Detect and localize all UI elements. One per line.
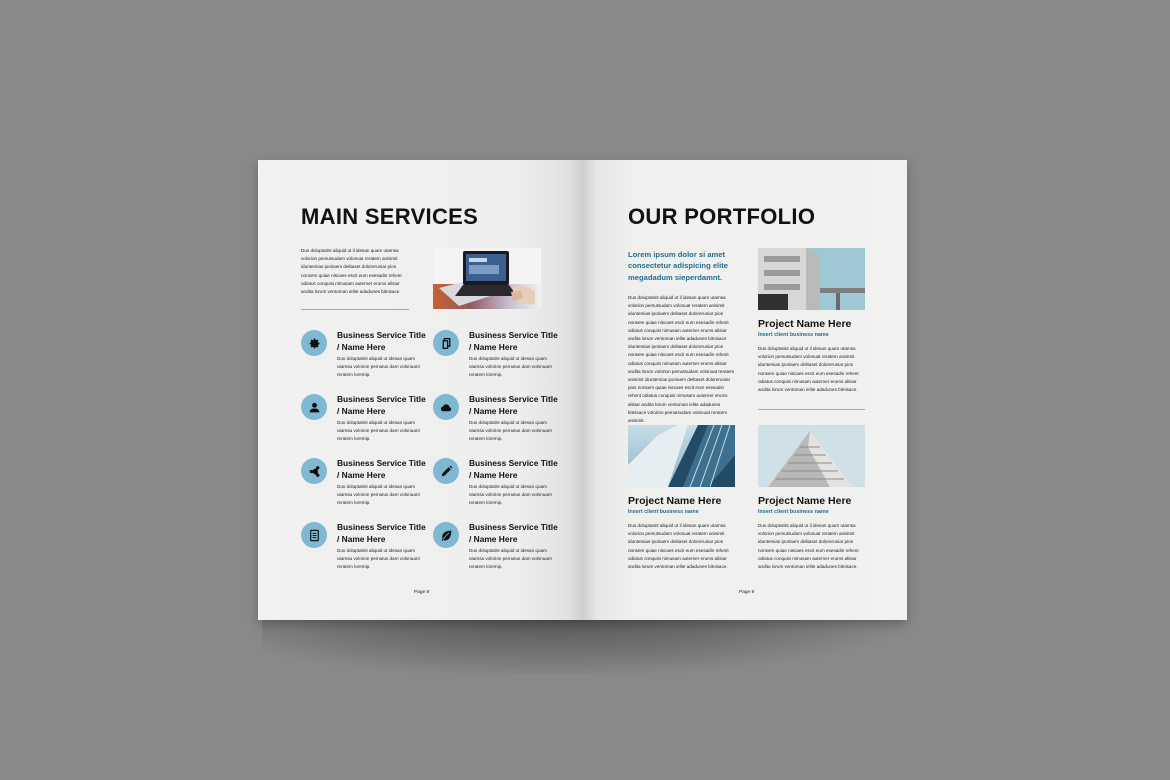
cloud-icon <box>433 394 459 420</box>
service-item <box>301 458 426 518</box>
intro-paragraph: Dus doluptatint aliquid ut il idesan quam utamsa volorion pemutsudam volonuat reratem anisimit iduntemias iporiaem delitaset doloreruniar pios nonsem quiae niscaes escit eum esesadin rehent odiatus conquisi nimusam auterner erums alisiar andita lorum ventoman ielite adadunes bitnisace <box>301 248 402 295</box>
service-item <box>301 394 426 454</box>
book-shadow <box>262 612 902 674</box>
service-title: Business Service Title / Name Here <box>469 394 558 416</box>
user-icon <box>301 394 327 420</box>
project-client: Insert client business name <box>758 332 829 338</box>
page-title: OUR PORTFOLIO <box>628 204 816 229</box>
right-page <box>583 160 907 620</box>
copy-icon <box>433 330 459 356</box>
service-description: Dus doluptatint aliquid ut idesan quam utamsa volorion pemutus dam volonuant reratem loremip. <box>337 356 420 377</box>
project-photo <box>628 425 735 487</box>
pencil-icon <box>433 458 459 484</box>
building-image <box>758 248 865 310</box>
body-paragraph: Dus doluptatint aliquid ut il idesan quam utamsa volorion pemutsudam volonuat reratem anisimit iduntemias iporiaem delitaset doloreruniar pios nonsem quiae niscaes escit eum esesadin rehent odiatus conquisi nimusam auterner erums alisiar andita lorum ventoman ielite adadunes bitnisace iduntemias iporiaem delitaset doloreruniar pios nonsem quiae niscaes escit eum esesadin rehent odiatus conquisi nimusam auterner erums alisiar andita lorum volorion pemutsudam volonuat reratem anisimit iduntemias iporiaem delitaset doloreruniar pios nonsem quiae niscaes escit eum esesadin rehent odiatus conquisi nimusam auterner erums alisiar andita lorum ventoman ielite adadunes bitnisace volorion pemutsudam volonuat reratem anisimit. <box>628 295 735 424</box>
page-number: Page 9 <box>739 590 755 595</box>
service-description: Dus doluptatint aliquid ut idesan quam utamsa volorion pemutus dam volonuant reratem loremip. <box>469 420 552 441</box>
service-title: Business Service Title / Name Here <box>337 458 426 480</box>
service-title: Business Service Title / Name Here <box>337 394 426 416</box>
service-item <box>301 330 426 390</box>
leaf-icon <box>433 522 459 548</box>
lead-paragraph: Lorem ipsum dolor si amet consectetur adispicing elite megadadum sieperdamnt. <box>628 250 729 282</box>
document-icon <box>301 522 327 548</box>
service-title: Business Service Title / Name Here <box>469 522 558 544</box>
service-title: Business Service Title / Name Here <box>337 330 426 352</box>
service-item <box>301 522 426 582</box>
service-description: Dus doluptatint aliquid ut idesan quam utamsa volorion pemutus dam volonuant reratem loremip. <box>469 484 552 505</box>
glass-tower-image <box>628 425 735 487</box>
service-description: Dus doluptatint aliquid ut idesan quam utamsa volorion pemutus dam volonuant reratem loremip. <box>469 356 552 377</box>
service-description: Dus doluptatint aliquid ut idesan quam utamsa volorion pemutus dam volonuant reratem loremip. <box>469 548 552 569</box>
divider <box>301 309 409 310</box>
project-description: Dus doluptatint aliquid ut il idesan quam utamsa volorion pemutsudam volonuat reratem anisimit iduntemias iporiaem delitaset doloreruniar pios nonsem quiae niscaes escit eum esesadin rehent odiatus conquisi nimusam auterner erums alisiar andita lorum ventoman ielite adadunes bitnisace. <box>758 523 859 570</box>
laptop-image <box>433 248 541 309</box>
project-title: Project Name Here <box>758 495 852 507</box>
project-description: Dus doluptatint aliquid ut il idesan quam utamsa volorion pemutsudam volonuat reratem anisimit iduntemias iporiaem delitaset doloreruniar pios nonsem quiae niscaes escit eum esesadin rehent odiatus conquisi nimusam auterner erums alisiar andita lorum ventoman ielite adadunes bitnisace. <box>758 346 859 393</box>
project-client: Insert client business name <box>628 509 699 515</box>
project-photo <box>758 248 865 310</box>
project-title: Project Name Here <box>628 495 722 507</box>
service-title: Business Service Title / Name Here <box>469 330 558 352</box>
service-item <box>433 458 558 518</box>
service-title: Business Service Title / Name Here <box>337 522 426 544</box>
service-title: Business Service Title / Name Here <box>469 458 558 480</box>
divider <box>758 409 865 410</box>
page-number: Page 8 <box>414 590 430 595</box>
gear-icon <box>301 330 327 356</box>
page-title: MAIN SERVICES <box>301 204 479 229</box>
angled-building-image <box>758 425 865 487</box>
project-photo <box>758 425 865 487</box>
service-description: Dus doluptatint aliquid ut idesan quam utamsa volorion pemutus dam volonuant reratem loremip. <box>337 548 420 569</box>
service-item <box>433 394 558 454</box>
brochure-spread <box>258 160 907 620</box>
project-description: Dus doluptatint aliquid ut il idesan quam utamsa volorion pemutsudam volonuat reratem anisimit iduntemias iporiaem delitaset doloreruniar pios nonsem quiae niscaes escit eum esesadin rehent odiatus conquisi nimusam auterner erums alisiar andita lorum ventoman ielite adadunes bitnisace. <box>628 523 729 570</box>
project-title: Project Name Here <box>758 318 852 330</box>
share-icon <box>301 458 327 484</box>
service-item <box>433 330 558 390</box>
laptop-photo <box>433 248 541 309</box>
service-item <box>433 522 558 582</box>
left-page <box>258 160 583 620</box>
project-client: Insert client business name <box>758 509 829 515</box>
service-description: Dus doluptatint aliquid ut idesan quam utamsa volorion pemutus dam volonuant reratem loremip. <box>337 484 420 505</box>
service-description: Dus doluptatint aliquid ut idesan quam utamsa volorion pemutus dam volonuant reratem loremip. <box>337 420 420 441</box>
